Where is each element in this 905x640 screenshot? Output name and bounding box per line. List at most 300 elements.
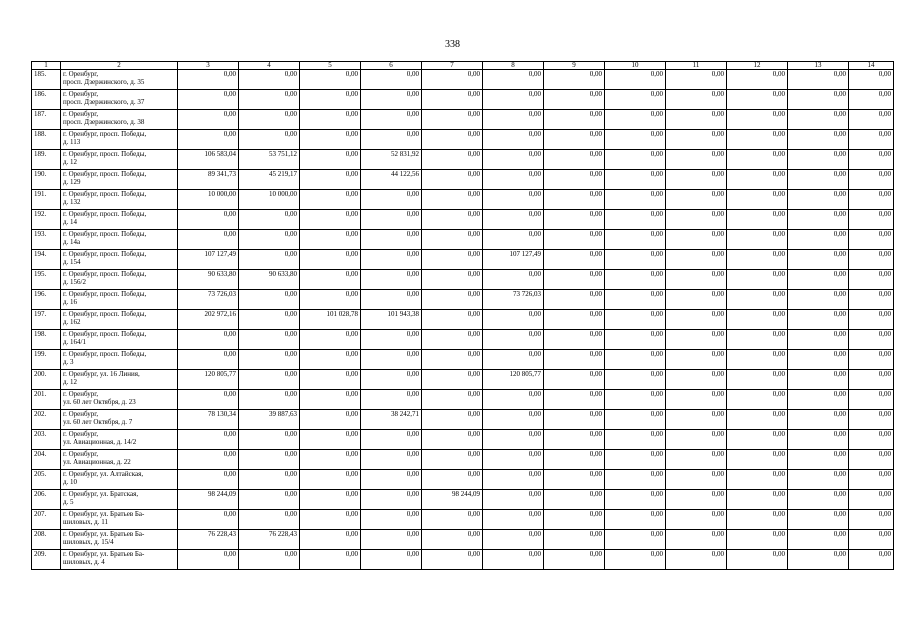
amount-cell: 0,00 <box>544 110 605 130</box>
address-line: г. Оренбург, ул. Братьев Ба- <box>63 550 145 558</box>
amount-cell: 0,00 <box>422 270 483 290</box>
table-row <box>32 150 894 170</box>
amount-cell: 0,00 <box>422 390 483 410</box>
amount-cell: 0,00 <box>788 430 849 450</box>
amount-cell: 0,00 <box>300 210 361 230</box>
amount-cell: 0,00 <box>727 510 788 530</box>
table-row <box>32 290 894 310</box>
amount-cell: 0,00 <box>849 430 894 450</box>
amount-cell: 0,00 <box>849 390 894 410</box>
column-header: 13 <box>788 62 849 70</box>
address-cell <box>61 410 178 430</box>
amount-cell: 0,00 <box>849 270 894 290</box>
amount-cell: 0,00 <box>300 290 361 310</box>
amount-cell: 0,00 <box>300 70 361 90</box>
amount-cell: 0,00 <box>422 410 483 430</box>
amount-cell: 0,00 <box>666 90 727 110</box>
amount-cell: 0,00 <box>239 310 300 330</box>
address-line: г. Оренбург, просп. Победы, <box>63 310 147 318</box>
amount-cell: 0,00 <box>300 170 361 190</box>
address-line: д. 113 <box>63 138 81 146</box>
amount-cell: 0,00 <box>239 90 300 110</box>
amount-cell: 0,00 <box>544 90 605 110</box>
amount-cell: 0,00 <box>422 450 483 470</box>
amount-cell: 0,00 <box>300 410 361 430</box>
amount-cell: 0,00 <box>239 490 300 510</box>
amount-cell: 0,00 <box>361 370 422 390</box>
amount-cell: 0,00 <box>300 330 361 350</box>
row-number: 190. <box>32 170 61 190</box>
amount-cell: 0,00 <box>422 210 483 230</box>
amount-cell: 0,00 <box>788 150 849 170</box>
amount-cell: 0,00 <box>361 230 422 250</box>
amount-cell: 0,00 <box>849 190 894 210</box>
column-header: 5 <box>300 62 361 70</box>
address-line: ул. 60 лет Октября, д. 7 <box>63 418 133 426</box>
table-row <box>32 110 894 130</box>
amount-cell: 0,00 <box>727 370 788 390</box>
address-line: д. 14а <box>63 238 81 246</box>
amount-cell: 0,00 <box>727 490 788 510</box>
row-number: 201. <box>32 390 61 410</box>
row-number: 189. <box>32 150 61 170</box>
amount-cell: 76 228,43 <box>178 530 239 550</box>
amount-cell: 0,00 <box>300 190 361 210</box>
address-cell <box>61 470 178 490</box>
amount-cell: 0,00 <box>361 470 422 490</box>
amount-cell: 0,00 <box>788 230 849 250</box>
amount-cell: 0,00 <box>605 190 666 210</box>
amount-cell: 0,00 <box>239 430 300 450</box>
amount-cell: 0,00 <box>605 330 666 350</box>
address-cell <box>61 230 178 250</box>
amount-cell: 106 583,04 <box>178 150 239 170</box>
amount-cell: 0,00 <box>239 250 300 270</box>
row-number: 200. <box>32 370 61 390</box>
amount-cell: 0,00 <box>544 210 605 230</box>
address-line: д. 129 <box>63 178 81 186</box>
amount-cell: 0,00 <box>849 450 894 470</box>
address-line: г. Оренбург, <box>63 410 99 418</box>
column-header: 4 <box>239 62 300 70</box>
amount-cell: 0,00 <box>361 490 422 510</box>
address-line: г. Оренбург, просп. Победы, <box>63 330 147 338</box>
amount-cell: 0,00 <box>666 130 727 150</box>
address-line: просп. Дзержинского, д. 37 <box>63 98 145 106</box>
amount-cell: 0,00 <box>849 350 894 370</box>
amount-cell: 0,00 <box>605 370 666 390</box>
amount-cell: 0,00 <box>788 550 849 570</box>
amount-cell: 0,00 <box>666 470 727 490</box>
amount-cell: 0,00 <box>239 330 300 350</box>
amount-cell: 0,00 <box>300 110 361 130</box>
amount-cell: 0,00 <box>361 330 422 350</box>
amount-cell: 0,00 <box>788 70 849 90</box>
row-number: 203. <box>32 430 61 450</box>
amount-cell: 0,00 <box>300 530 361 550</box>
amount-cell: 0,00 <box>605 390 666 410</box>
amount-cell: 0,00 <box>605 450 666 470</box>
amount-cell: 45 219,17 <box>239 170 300 190</box>
amount-cell: 0,00 <box>422 90 483 110</box>
amount-cell: 0,00 <box>483 430 544 450</box>
amount-cell: 0,00 <box>849 130 894 150</box>
amount-cell: 120 805,77 <box>483 370 544 390</box>
address-cell <box>61 130 178 150</box>
amount-cell: 0,00 <box>422 470 483 490</box>
amount-cell: 53 751,12 <box>239 150 300 170</box>
table-row <box>32 250 894 270</box>
row-number: 185. <box>32 70 61 90</box>
amount-cell: 0,00 <box>483 390 544 410</box>
amount-cell: 0,00 <box>727 130 788 150</box>
amount-cell: 0,00 <box>361 90 422 110</box>
address-cell <box>61 70 178 90</box>
amount-cell: 0,00 <box>300 450 361 470</box>
amount-cell: 0,00 <box>666 310 727 330</box>
address-line: г. Оренбург, ул. Братьев Ба- <box>63 530 145 538</box>
amount-cell: 0,00 <box>544 470 605 490</box>
amount-cell: 0,00 <box>178 550 239 570</box>
amount-cell: 0,00 <box>300 90 361 110</box>
column-header: 2 <box>61 62 178 70</box>
address-cell <box>61 290 178 310</box>
amount-cell: 0,00 <box>422 150 483 170</box>
amount-cell: 0,00 <box>666 290 727 310</box>
amount-cell: 0,00 <box>605 470 666 490</box>
amount-cell: 52 831,92 <box>361 150 422 170</box>
amount-cell: 0,00 <box>239 350 300 370</box>
address-line: просп. Дзержинского, д. 38 <box>63 118 145 126</box>
amount-cell: 0,00 <box>422 550 483 570</box>
amount-cell: 0,00 <box>178 130 239 150</box>
address-line: г. Оренбург, ул. Братская, <box>63 490 139 498</box>
amount-cell: 0,00 <box>849 90 894 110</box>
row-number: 208. <box>32 530 61 550</box>
amount-cell: 78 130,34 <box>178 410 239 430</box>
amount-cell: 0,00 <box>849 290 894 310</box>
amount-cell: 0,00 <box>483 230 544 250</box>
row-number: 198. <box>32 330 61 350</box>
table-row <box>32 470 894 490</box>
amount-cell: 0,00 <box>483 310 544 330</box>
amount-cell: 0,00 <box>544 350 605 370</box>
row-number: 188. <box>32 130 61 150</box>
address-line: д. 164/1 <box>63 338 87 346</box>
table-row <box>32 90 894 110</box>
amount-cell: 98 244,09 <box>422 490 483 510</box>
amount-cell: 0,00 <box>544 530 605 550</box>
address-cell <box>61 170 178 190</box>
amount-cell: 0,00 <box>605 310 666 330</box>
amount-cell: 0,00 <box>361 270 422 290</box>
amount-cell: 0,00 <box>727 70 788 90</box>
amount-cell: 0,00 <box>361 350 422 370</box>
amount-cell: 0,00 <box>605 350 666 370</box>
amount-cell: 0,00 <box>849 210 894 230</box>
table-row <box>32 310 894 330</box>
amount-cell: 0,00 <box>422 310 483 330</box>
address-cell <box>61 250 178 270</box>
address-cell <box>61 190 178 210</box>
table-row <box>32 130 894 150</box>
amount-cell: 0,00 <box>361 430 422 450</box>
amount-cell: 0,00 <box>727 150 788 170</box>
row-number: 207. <box>32 510 61 530</box>
amount-cell: 0,00 <box>727 290 788 310</box>
amount-cell: 0,00 <box>788 390 849 410</box>
amount-cell: 44 122,56 <box>361 170 422 190</box>
amount-cell: 0,00 <box>483 350 544 370</box>
amount-cell: 0,00 <box>361 550 422 570</box>
amount-cell: 0,00 <box>544 390 605 410</box>
amount-cell: 0,00 <box>422 350 483 370</box>
amount-cell: 0,00 <box>483 330 544 350</box>
address-cell <box>61 510 178 530</box>
amount-cell: 0,00 <box>483 490 544 510</box>
amount-cell: 0,00 <box>666 550 727 570</box>
amount-cell: 0,00 <box>666 110 727 130</box>
address-line: г. Оренбург, просп. Победы, <box>63 130 147 138</box>
table-row <box>32 210 894 230</box>
amount-cell: 0,00 <box>300 550 361 570</box>
amount-cell: 0,00 <box>727 90 788 110</box>
address-line: ул. 60 лет Октября, д. 23 <box>63 398 136 406</box>
amount-cell: 0,00 <box>605 150 666 170</box>
amount-cell: 0,00 <box>727 230 788 250</box>
amount-cell: 0,00 <box>788 450 849 470</box>
address-cell <box>61 350 178 370</box>
address-line: д. 3 <box>63 358 74 366</box>
amount-cell: 0,00 <box>178 90 239 110</box>
amount-cell: 0,00 <box>422 130 483 150</box>
amount-cell: 0,00 <box>483 550 544 570</box>
row-number: 187. <box>32 110 61 130</box>
amount-cell: 0,00 <box>788 490 849 510</box>
amount-cell: 0,00 <box>178 470 239 490</box>
amount-cell: 0,00 <box>544 250 605 270</box>
column-header: 14 <box>849 62 894 70</box>
address-line: г. Оренбург, ул. 16 Линия, <box>63 370 140 378</box>
address-line: д. 132 <box>63 198 81 206</box>
amount-cell: 0,00 <box>239 390 300 410</box>
amount-cell: 0,00 <box>788 270 849 290</box>
amount-cell: 0,00 <box>483 190 544 210</box>
amount-cell: 0,00 <box>422 230 483 250</box>
amount-cell: 0,00 <box>178 350 239 370</box>
address-line: г. Оренбург, <box>63 70 99 78</box>
address-cell <box>61 390 178 410</box>
amount-cell: 0,00 <box>788 130 849 150</box>
amount-cell: 0,00 <box>605 230 666 250</box>
amount-cell: 0,00 <box>666 350 727 370</box>
amount-cell: 0,00 <box>666 410 727 430</box>
amount-cell: 0,00 <box>544 430 605 450</box>
budget-table <box>31 61 894 570</box>
amount-cell: 0,00 <box>483 530 544 550</box>
amount-cell: 0,00 <box>666 430 727 450</box>
address-line: ул. Авиационная, д. 22 <box>63 458 131 466</box>
address-line: д. 162 <box>63 318 81 326</box>
amount-cell: 0,00 <box>849 70 894 90</box>
amount-cell: 0,00 <box>788 170 849 190</box>
row-number: 199. <box>32 350 61 370</box>
amount-cell: 0,00 <box>849 410 894 430</box>
amount-cell: 0,00 <box>422 250 483 270</box>
amount-cell: 0,00 <box>727 270 788 290</box>
row-number: 206. <box>32 490 61 510</box>
amount-cell: 0,00 <box>361 390 422 410</box>
amount-cell: 0,00 <box>300 230 361 250</box>
amount-cell: 0,00 <box>666 190 727 210</box>
address-line: д. 10 <box>63 478 78 486</box>
address-line: д. 14 <box>63 218 78 226</box>
amount-cell: 0,00 <box>849 370 894 390</box>
address-cell <box>61 450 178 470</box>
amount-cell: 0,00 <box>483 90 544 110</box>
amount-cell: 0,00 <box>727 310 788 330</box>
amount-cell: 0,00 <box>544 270 605 290</box>
amount-cell: 0,00 <box>483 470 544 490</box>
amount-cell: 0,00 <box>666 150 727 170</box>
amount-cell: 0,00 <box>849 250 894 270</box>
amount-cell: 0,00 <box>178 390 239 410</box>
amount-cell: 0,00 <box>788 210 849 230</box>
amount-cell: 0,00 <box>666 530 727 550</box>
address-line: шиловых, д. 11 <box>63 518 108 526</box>
amount-cell: 0,00 <box>544 410 605 430</box>
amount-cell: 101 028,78 <box>300 310 361 330</box>
address-line: г. Оренбург, просп. Победы, <box>63 170 147 178</box>
amount-cell: 0,00 <box>849 310 894 330</box>
address-line: шиловых, д. 4 <box>63 558 105 566</box>
amount-cell: 0,00 <box>849 470 894 490</box>
amount-cell: 0,00 <box>727 550 788 570</box>
amount-cell: 0,00 <box>300 430 361 450</box>
amount-cell: 202 972,16 <box>178 310 239 330</box>
table-row <box>32 190 894 210</box>
address-line: г. Оренбург, просп. Победы, <box>63 150 147 158</box>
amount-cell: 0,00 <box>849 150 894 170</box>
amount-cell: 0,00 <box>300 270 361 290</box>
amount-cell: 0,00 <box>300 350 361 370</box>
amount-cell: 0,00 <box>544 370 605 390</box>
amount-cell: 0,00 <box>666 170 727 190</box>
amount-cell: 0,00 <box>666 210 727 230</box>
amount-cell: 0,00 <box>361 190 422 210</box>
amount-cell: 0,00 <box>239 230 300 250</box>
amount-cell: 0,00 <box>361 110 422 130</box>
amount-cell: 0,00 <box>239 110 300 130</box>
amount-cell: 0,00 <box>422 430 483 450</box>
amount-cell: 0,00 <box>788 110 849 130</box>
table-row <box>32 270 894 290</box>
amount-cell: 0,00 <box>849 230 894 250</box>
amount-cell: 0,00 <box>300 510 361 530</box>
amount-cell: 0,00 <box>666 330 727 350</box>
amount-cell: 0,00 <box>605 530 666 550</box>
amount-cell: 0,00 <box>788 330 849 350</box>
amount-cell: 0,00 <box>666 270 727 290</box>
row-number: 192. <box>32 210 61 230</box>
address-line: г. Оренбург, просп. Победы, <box>63 190 147 198</box>
amount-cell: 0,00 <box>666 250 727 270</box>
address-line: г. Оренбург, ул. Алтайская, <box>63 470 144 478</box>
amount-cell: 0,00 <box>239 510 300 530</box>
address-cell <box>61 370 178 390</box>
amount-cell: 0,00 <box>483 130 544 150</box>
amount-cell: 0,00 <box>544 230 605 250</box>
table-row <box>32 430 894 450</box>
row-number: 194. <box>32 250 61 270</box>
table-row <box>32 170 894 190</box>
table-row <box>32 350 894 370</box>
amount-cell: 0,00 <box>483 410 544 430</box>
amount-cell: 0,00 <box>727 330 788 350</box>
table-row <box>32 550 894 570</box>
amount-cell: 0,00 <box>788 470 849 490</box>
table-body <box>32 62 894 570</box>
address-line: г. Оренбург, просп. Победы, <box>63 350 147 358</box>
amount-cell: 0,00 <box>605 70 666 90</box>
amount-cell: 0,00 <box>239 370 300 390</box>
amount-cell: 0,00 <box>544 510 605 530</box>
amount-cell: 0,00 <box>605 490 666 510</box>
amount-cell: 0,00 <box>727 450 788 470</box>
amount-cell: 0,00 <box>727 530 788 550</box>
address-line: г. Оренбург, <box>63 450 99 458</box>
amount-cell: 0,00 <box>666 490 727 510</box>
amount-cell: 0,00 <box>544 70 605 90</box>
row-number: 209. <box>32 550 61 570</box>
amount-cell: 90 633,80 <box>239 270 300 290</box>
row-number: 204. <box>32 450 61 470</box>
amount-cell: 0,00 <box>605 90 666 110</box>
row-number: 191. <box>32 190 61 210</box>
amount-cell: 0,00 <box>666 370 727 390</box>
amount-cell: 0,00 <box>544 150 605 170</box>
amount-cell: 0,00 <box>727 170 788 190</box>
amount-cell: 0,00 <box>605 410 666 430</box>
amount-cell: 0,00 <box>727 190 788 210</box>
address-cell <box>61 150 178 170</box>
address-line: шиловых, д. 15/4 <box>63 538 114 546</box>
amount-cell: 0,00 <box>544 310 605 330</box>
amount-cell: 0,00 <box>788 190 849 210</box>
amount-cell: 0,00 <box>666 390 727 410</box>
amount-cell: 0,00 <box>300 490 361 510</box>
amount-cell: 0,00 <box>788 310 849 330</box>
table-row <box>32 410 894 430</box>
amount-cell: 0,00 <box>239 210 300 230</box>
amount-cell: 0,00 <box>483 170 544 190</box>
amount-cell: 0,00 <box>422 110 483 130</box>
amount-cell: 0,00 <box>788 250 849 270</box>
amount-cell: 98 244,09 <box>178 490 239 510</box>
address-cell <box>61 490 178 510</box>
amount-cell: 0,00 <box>361 210 422 230</box>
amount-cell: 0,00 <box>849 510 894 530</box>
address-line: д. 12 <box>63 378 78 386</box>
amount-cell: 0,00 <box>300 150 361 170</box>
amount-cell: 0,00 <box>483 70 544 90</box>
amount-cell: 0,00 <box>239 550 300 570</box>
address-cell <box>61 110 178 130</box>
amount-cell: 0,00 <box>239 290 300 310</box>
amount-cell: 0,00 <box>422 190 483 210</box>
amount-cell: 0,00 <box>727 110 788 130</box>
amount-cell: 0,00 <box>422 330 483 350</box>
